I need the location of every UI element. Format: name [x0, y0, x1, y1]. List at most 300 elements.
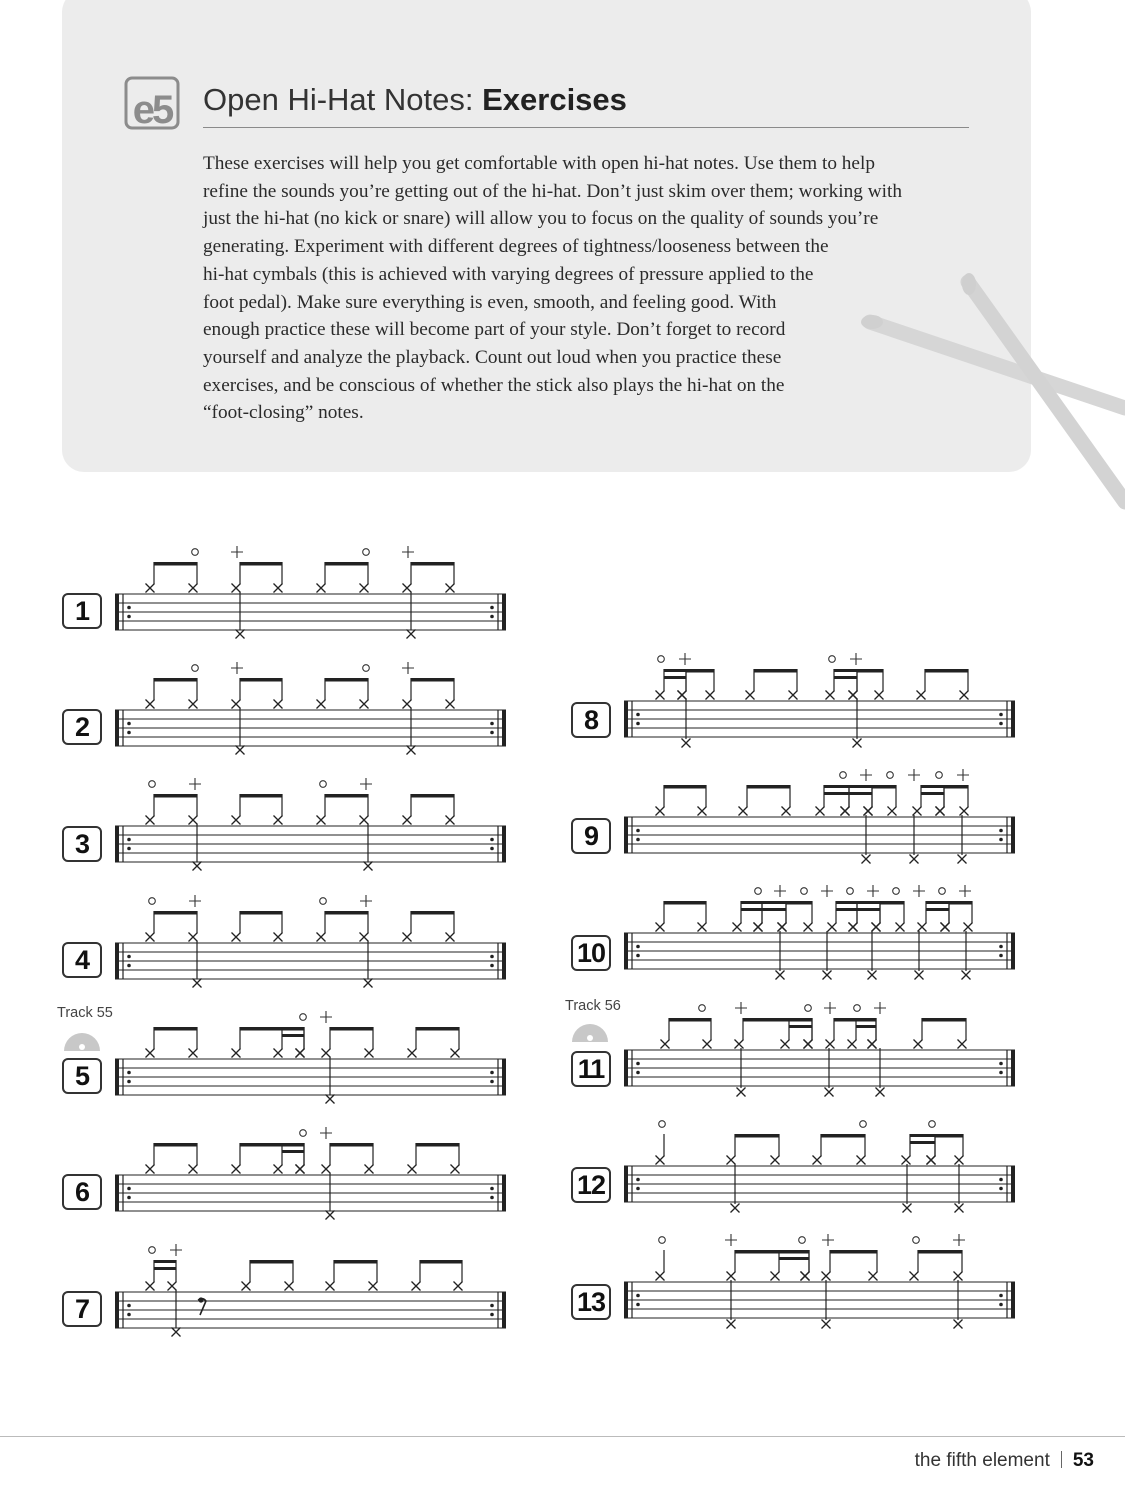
start-barline — [115, 1292, 119, 1328]
closed-mark — [360, 778, 372, 790]
closed-mark — [231, 662, 243, 674]
track-label-56: Track 56 — [565, 998, 621, 1014]
note-beam — [325, 678, 368, 682]
hihat-foot-note — [868, 971, 877, 980]
hihat-note — [189, 816, 198, 825]
repeat-dot — [490, 606, 494, 610]
exercise-number-10: 10 — [571, 935, 611, 971]
note-beam-16th — [926, 908, 949, 911]
hihat-note — [408, 1165, 417, 1174]
closed-mark — [360, 895, 372, 907]
note-beam — [334, 1260, 377, 1264]
closed-mark — [850, 653, 862, 665]
open-mark — [363, 549, 370, 556]
hihat-foot-note — [853, 739, 862, 748]
end-barline — [502, 826, 506, 862]
open-mark — [149, 781, 156, 788]
hihat-note — [698, 807, 707, 816]
hihat-note — [656, 1156, 665, 1165]
hihat-note — [189, 933, 198, 942]
hihat-foot-note — [962, 971, 971, 980]
open-mark — [860, 1121, 867, 1128]
hihat-foot-note — [737, 1088, 746, 1097]
note-beam — [154, 1260, 176, 1263]
hihat-note — [274, 933, 283, 942]
end-barline — [502, 594, 506, 630]
start-barline — [115, 594, 119, 630]
hihat-note — [954, 1272, 963, 1281]
hihat-note — [369, 1282, 378, 1291]
hihat-note — [910, 1272, 919, 1281]
repeat-dot — [999, 945, 1003, 949]
repeat-dot — [490, 838, 494, 842]
hihat-note — [964, 923, 973, 932]
start-barline — [624, 1282, 628, 1318]
open-mark — [847, 888, 854, 895]
hihat-note — [451, 1165, 460, 1174]
hihat-note — [698, 923, 707, 932]
hihat-note — [360, 700, 369, 709]
note-beam — [240, 911, 282, 915]
hihat-note — [656, 807, 665, 816]
hihat-note — [936, 807, 945, 816]
open-mark — [840, 772, 847, 779]
hihat-note — [869, 1272, 878, 1281]
start-barline — [115, 1175, 119, 1211]
repeat-dot — [999, 1187, 1003, 1191]
hihat-note — [902, 1156, 911, 1165]
book-title: the fifth element — [914, 1450, 1050, 1471]
eighth-rest-dot — [198, 1297, 203, 1302]
hihat-foot-note — [954, 1320, 963, 1329]
hihat-note — [822, 1272, 831, 1281]
start-barline — [624, 1050, 628, 1086]
hihat-note — [232, 933, 241, 942]
closed-mark — [725, 1234, 737, 1246]
closed-mark — [874, 1002, 886, 1014]
exercise-number-4: 4 — [62, 942, 102, 978]
closed-mark — [908, 769, 920, 781]
hihat-note — [146, 933, 155, 942]
hihat-note — [872, 923, 881, 932]
note-beam — [664, 669, 686, 672]
hihat-foot-note — [172, 1328, 181, 1337]
hihat-foot-note — [326, 1095, 335, 1104]
hihat-note — [412, 1282, 421, 1291]
note-beam — [154, 562, 197, 566]
end-barline — [1011, 817, 1015, 853]
closed-mark — [867, 885, 879, 897]
repeat-dot — [636, 713, 640, 717]
hihat-note — [146, 1282, 155, 1291]
hihat-note — [678, 691, 687, 700]
start-barline — [624, 1166, 628, 1202]
closed-mark — [913, 885, 925, 897]
repeat-dot — [127, 964, 131, 968]
open-mark — [300, 1130, 307, 1137]
hihat-note — [656, 691, 665, 700]
end-barline — [1011, 1282, 1015, 1318]
note-beam — [935, 1134, 963, 1138]
hihat-foot-note — [326, 1211, 335, 1220]
open-mark — [149, 1247, 156, 1254]
start-barline — [624, 933, 628, 969]
open-mark — [929, 1121, 936, 1128]
repeat-dot — [127, 1187, 131, 1191]
hihat-note — [365, 1049, 374, 1058]
note-beam — [669, 1018, 711, 1022]
hihat-note — [864, 807, 873, 816]
repeat-dot — [490, 615, 494, 619]
hihat-note — [816, 807, 825, 816]
hihat-note — [739, 807, 748, 816]
exercise-number-3: 3 — [62, 826, 102, 862]
title-prefix: Open Hi-Hat Notes: — [203, 82, 483, 117]
note-beam-16th — [779, 1257, 809, 1260]
closed-mark — [735, 1002, 747, 1014]
note-beam-16th — [154, 1267, 176, 1270]
hihat-foot-note — [682, 739, 691, 748]
open-mark — [893, 888, 900, 895]
hihat-note — [296, 1049, 305, 1058]
hihat-note — [446, 933, 455, 942]
hihat-note — [322, 1049, 331, 1058]
start-barline — [115, 943, 119, 979]
start-barline — [115, 710, 119, 746]
note-beam-16th — [849, 792, 872, 795]
hihat-note — [888, 807, 897, 816]
hihat-note — [733, 923, 742, 932]
open-mark — [192, 665, 199, 672]
repeat-dot — [490, 731, 494, 735]
cd-icon[interactable] — [64, 1031, 100, 1051]
hihat-note — [189, 584, 198, 593]
hihat-note — [403, 933, 412, 942]
hihat-foot-note — [407, 746, 416, 755]
repeat-dot — [636, 829, 640, 833]
note-beam — [240, 678, 282, 682]
note-beam — [411, 678, 454, 682]
closed-mark — [189, 778, 201, 790]
note-beam-16th — [834, 676, 857, 679]
hihat-note — [735, 1040, 744, 1049]
closed-mark — [774, 885, 786, 897]
note-beam — [741, 901, 762, 904]
hihat-note — [285, 1282, 294, 1291]
open-mark — [829, 656, 836, 663]
footer-separator — [1061, 1451, 1062, 1468]
hihat-note — [274, 1049, 283, 1058]
hihat-note — [656, 1272, 665, 1281]
note-beam — [926, 901, 949, 904]
note-beam — [834, 669, 857, 672]
start-barline — [115, 826, 119, 862]
intro-line: hi-hat cymbals (this is achieved with varying degrees of pressure applied to the — [203, 263, 814, 285]
intro-line: refine the sounds you’re getting out of the hi-hat. Don’t just skim over them; working with — [203, 180, 903, 202]
note-beam — [411, 794, 454, 798]
repeat-dot — [999, 829, 1003, 833]
hihat-note — [317, 700, 326, 709]
end-barline — [502, 1175, 506, 1211]
note-beam — [735, 1134, 779, 1138]
intro-line: These exercises will help you get comfortable with open hi-hat notes. Use them to help — [203, 153, 875, 174]
note-beam — [240, 562, 282, 566]
note-beam — [330, 1027, 373, 1031]
open-mark — [801, 888, 808, 895]
repeat-dot — [490, 1304, 494, 1308]
hihat-note — [168, 1282, 177, 1291]
hihat-note — [296, 1165, 305, 1174]
hihat-note — [403, 584, 412, 593]
closed-mark — [320, 1011, 332, 1023]
note-beam-16th — [910, 1141, 935, 1144]
repeat-dot — [636, 1294, 640, 1298]
hihat-foot-note — [915, 971, 924, 980]
hihat-note — [913, 807, 922, 816]
open-mark — [320, 781, 327, 788]
hihat-note — [868, 1040, 877, 1049]
closed-mark — [821, 885, 833, 897]
hihat-note — [403, 700, 412, 709]
hihat-note — [408, 1049, 417, 1058]
repeat-dot — [999, 1071, 1003, 1075]
closed-mark — [231, 546, 243, 558]
hihat-note — [960, 807, 969, 816]
hihat-note — [232, 1165, 241, 1174]
repeat-dot — [636, 722, 640, 726]
hihat-note — [317, 816, 326, 825]
repeat-dot — [490, 722, 494, 726]
note-beam — [420, 1260, 462, 1264]
hihat-foot-note — [193, 979, 202, 988]
hihat-note — [801, 1272, 810, 1281]
note-beam — [789, 1018, 812, 1021]
note-beam — [325, 562, 368, 566]
repeat-dot — [490, 1071, 494, 1075]
hihat-foot-note — [958, 855, 967, 864]
end-barline — [502, 943, 506, 979]
note-beam — [154, 1143, 197, 1147]
hihat-note — [232, 816, 241, 825]
hihat-note — [849, 691, 858, 700]
hihat-note — [274, 816, 283, 825]
repeat-dot — [127, 1304, 131, 1308]
hihat-note — [826, 691, 835, 700]
open-mark — [939, 888, 946, 895]
note-beam — [880, 901, 904, 905]
repeat-dot — [127, 731, 131, 735]
hihat-note — [703, 1040, 712, 1049]
note-beam — [686, 669, 714, 673]
repeat-dot — [127, 1313, 131, 1317]
open-mark — [659, 1237, 666, 1244]
hihat-note — [242, 1282, 251, 1291]
hihat-foot-note — [903, 1204, 912, 1213]
note-beam — [747, 785, 790, 789]
hihat-note — [322, 1165, 331, 1174]
hihat-foot-note — [407, 630, 416, 639]
note-beam — [830, 1250, 877, 1254]
note-beam — [762, 901, 786, 904]
hihat-foot-note — [727, 1320, 736, 1329]
exercise-number-9: 9 — [571, 818, 611, 854]
repeat-dot — [636, 945, 640, 949]
repeat-dot — [999, 1178, 1003, 1182]
hihat-foot-note — [236, 746, 245, 755]
note-beam — [325, 911, 368, 915]
open-mark — [320, 898, 327, 905]
hihat-note — [955, 1156, 964, 1165]
open-mark — [149, 898, 156, 905]
hihat-foot-note — [364, 862, 373, 871]
intro-line: generating. Experiment with different degrees of tightness/looseness between the — [203, 236, 829, 258]
repeat-dot — [490, 1080, 494, 1084]
hihat-note — [146, 1049, 155, 1058]
note-beam — [416, 1027, 459, 1031]
closed-mark — [170, 1244, 182, 1256]
note-beam — [754, 669, 797, 673]
footer-rule — [0, 1436, 1125, 1437]
hihat-note — [828, 923, 837, 932]
exercise-number-6: 6 — [62, 1174, 102, 1210]
hihat-note — [189, 1165, 198, 1174]
exercise-number-7: 7 — [62, 1291, 102, 1327]
closed-mark — [957, 769, 969, 781]
repeat-dot — [636, 1071, 640, 1075]
note-beam-16th — [664, 676, 686, 679]
closed-mark — [959, 885, 971, 897]
hihat-note — [782, 807, 791, 816]
hihat-note — [746, 691, 755, 700]
open-mark — [699, 1005, 706, 1012]
note-beam — [330, 1143, 373, 1147]
hihat-note — [451, 1049, 460, 1058]
note-beam — [857, 901, 880, 904]
hihat-note — [232, 1049, 241, 1058]
closed-mark — [953, 1234, 965, 1246]
note-beam — [664, 901, 706, 905]
note-beam — [411, 911, 454, 915]
repeat-dot — [999, 722, 1003, 726]
intro-line: enough practice these will become part of your style. Don’t forget to record — [203, 319, 786, 341]
note-beam — [282, 1027, 304, 1030]
open-mark — [854, 1005, 861, 1012]
closed-mark — [679, 653, 691, 665]
exercise-number-5: 5 — [62, 1058, 102, 1094]
note-beam-16th — [857, 908, 880, 911]
hihat-note — [771, 1272, 780, 1281]
repeat-dot — [490, 847, 494, 851]
hihat-note — [927, 1156, 936, 1165]
repeat-dot — [127, 847, 131, 851]
note-beam — [325, 794, 368, 798]
hihat-note — [446, 700, 455, 709]
note-beam — [921, 785, 944, 788]
open-mark — [805, 1005, 812, 1012]
repeat-dot — [636, 1187, 640, 1191]
closed-mark — [822, 1234, 834, 1246]
note-beam-16th — [921, 792, 944, 795]
note-beam — [154, 1027, 197, 1031]
hihat-foot-note — [236, 630, 245, 639]
open-mark — [659, 1121, 666, 1128]
hihat-note — [804, 923, 813, 932]
cd-icon[interactable] — [572, 1022, 608, 1042]
title-bold: Exercises — [482, 82, 627, 117]
hihat-note — [918, 923, 927, 932]
hihat-note — [360, 816, 369, 825]
hihat-note — [365, 1165, 374, 1174]
repeat-dot — [127, 1196, 131, 1200]
hihat-note — [813, 1156, 822, 1165]
hihat-note — [661, 1040, 670, 1049]
open-mark — [755, 888, 762, 895]
hihat-note — [232, 584, 241, 593]
repeat-dot — [127, 615, 131, 619]
hihat-note — [146, 584, 155, 593]
exercise-number-8: 8 — [571, 702, 611, 738]
closed-mark — [860, 769, 872, 781]
note-beam — [240, 794, 282, 798]
hihat-note — [781, 1040, 790, 1049]
note-beam — [857, 669, 883, 673]
note-beam-16th — [836, 908, 857, 911]
hihat-foot-note — [731, 1204, 740, 1213]
note-beam — [154, 911, 197, 915]
hihat-note — [656, 923, 665, 932]
note-beam-16th — [856, 1025, 876, 1028]
end-barline — [1011, 1050, 1015, 1086]
hihat-note — [446, 584, 455, 593]
repeat-dot — [127, 955, 131, 959]
repeat-dot — [999, 713, 1003, 717]
hihat-note — [857, 1156, 866, 1165]
end-barline — [1011, 701, 1015, 737]
note-beam — [925, 669, 968, 673]
intro-line: “foot-closing” notes. — [203, 402, 364, 424]
hihat-note — [789, 691, 798, 700]
repeat-dot — [490, 955, 494, 959]
repeat-dot — [999, 1062, 1003, 1066]
hihat-foot-note — [955, 1204, 964, 1213]
hihat-note — [360, 933, 369, 942]
hihat-note — [232, 700, 241, 709]
hihat-note — [917, 691, 926, 700]
note-beam — [824, 785, 849, 788]
note-beam — [872, 785, 896, 789]
hihat-note — [826, 1040, 835, 1049]
open-mark — [936, 772, 943, 779]
hihat-note — [446, 816, 455, 825]
repeat-dot — [127, 1080, 131, 1084]
open-mark — [658, 656, 665, 663]
hihat-note — [274, 700, 283, 709]
hihat-foot-note — [876, 1088, 885, 1097]
page-footer — [915, 1450, 1094, 1472]
open-mark — [887, 772, 894, 779]
hihat-foot-note — [776, 971, 785, 980]
repeat-dot — [127, 1071, 131, 1075]
note-beam — [779, 1250, 809, 1253]
repeat-dot — [636, 1062, 640, 1066]
note-beam — [856, 1018, 876, 1021]
hihat-foot-note — [193, 862, 202, 871]
note-beam — [918, 1250, 962, 1254]
hihat-note — [841, 807, 850, 816]
note-beam-16th — [824, 792, 849, 795]
note-beam — [821, 1134, 865, 1138]
hihat-note — [849, 923, 858, 932]
